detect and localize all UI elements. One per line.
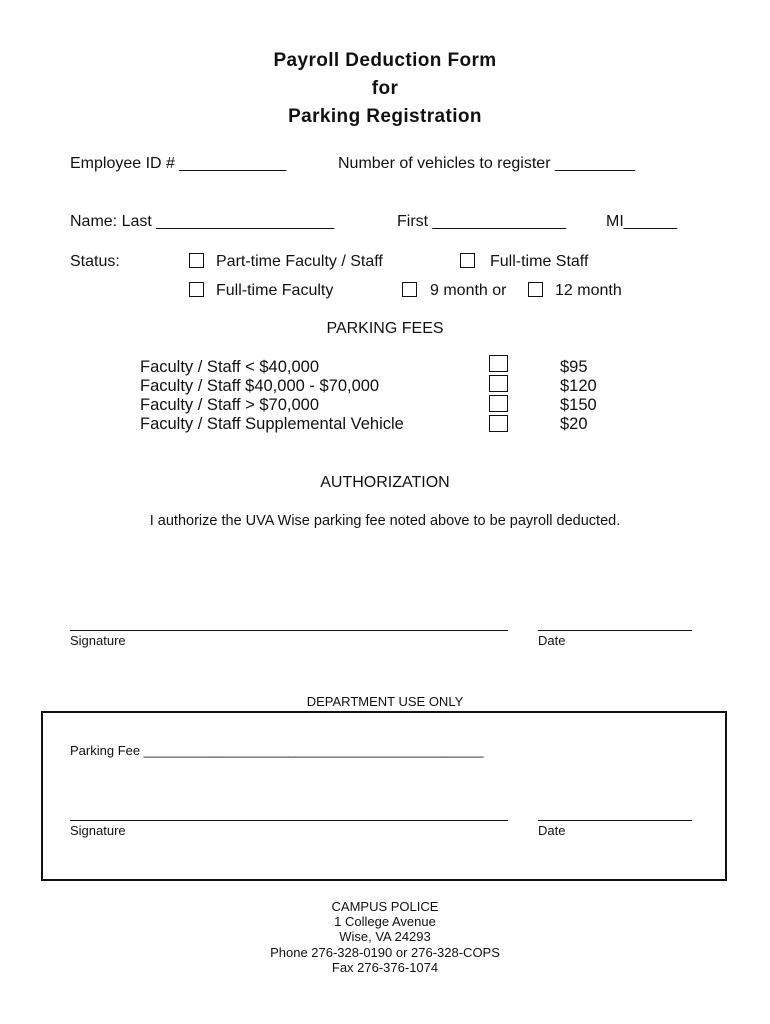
nine-month-label: 9 month or: [430, 282, 507, 299]
form-title: Payroll Deduction Form: [273, 50, 497, 71]
fee-row-label: Faculty / Staff Supplemental Vehicle: [140, 415, 404, 433]
fee-checkbox[interactable]: [489, 415, 508, 432]
fee-row-price: $95: [560, 358, 588, 376]
vehicle-count-field[interactable]: Number of vehicles to register _________: [338, 155, 636, 172]
part-time-checkbox[interactable]: [189, 253, 204, 268]
status-label: Status:: [70, 253, 120, 270]
fee-row-price: $20: [560, 415, 588, 433]
fee-checkbox[interactable]: [489, 395, 508, 412]
twelve-month-label: 12 month: [555, 282, 622, 299]
authorization-heading: AUTHORIZATION: [320, 474, 450, 491]
dept-signature-label: Signature: [70, 823, 126, 838]
signature-line[interactable]: [70, 630, 508, 631]
date-line[interactable]: [538, 630, 692, 631]
footer-address: 1 College Avenue: [334, 914, 436, 929]
department-use-heading: DEPARTMENT USE ONLY: [306, 694, 464, 709]
date-label: Date: [538, 633, 566, 648]
footer-city: Wise, VA 24293: [339, 929, 431, 944]
footer-fax: Fax 276-376-1074: [331, 960, 439, 975]
signature-label: Signature: [70, 633, 126, 648]
form-subtitle: Parking Registration: [288, 106, 482, 127]
full-time-staff-checkbox[interactable]: [460, 253, 475, 268]
first-name-field[interactable]: First _______________: [397, 213, 567, 230]
full-time-faculty-label: Full-time Faculty: [216, 282, 334, 299]
full-time-staff-label: Full-time Staff: [490, 253, 589, 270]
dept-date-label: Date: [538, 823, 566, 838]
middle-initial-field[interactable]: MI______: [606, 213, 678, 230]
fee-checkbox[interactable]: [489, 355, 508, 372]
nine-month-checkbox[interactable]: [402, 282, 417, 297]
parking-fee-field[interactable]: Parking Fee _______________________________________________: [70, 743, 484, 758]
fee-row-price: $150: [560, 396, 597, 414]
footer-phone: Phone 276-328-0190 or 276-328-COPS: [270, 945, 500, 960]
form-title-for: for: [371, 78, 399, 99]
fee-checkbox[interactable]: [489, 375, 508, 392]
employee-id-field[interactable]: Employee ID # ____________: [70, 155, 287, 172]
authorization-text: I authorize the UVA Wise parking fee noted above to be payroll deducted.: [149, 513, 621, 529]
last-name-field[interactable]: Name: Last ____________________: [70, 213, 335, 230]
part-time-label: Part-time Faculty / Staff: [216, 253, 383, 270]
fee-row-label: Faculty / Staff > $70,000: [140, 396, 320, 414]
full-time-faculty-checkbox[interactable]: [189, 282, 204, 297]
fee-row-label: Faculty / Staff < $40,000: [140, 358, 320, 376]
dept-date-line[interactable]: [538, 820, 692, 821]
department-use-box: [41, 711, 727, 881]
parking-fees-heading: PARKING FEES: [326, 320, 444, 337]
twelve-month-checkbox[interactable]: [528, 282, 543, 297]
dept-signature-line[interactable]: [70, 820, 508, 821]
fee-row-price: $120: [560, 377, 597, 395]
footer-org: CAMPUS POLICE: [331, 899, 439, 914]
fee-row-label: Faculty / Staff $40,000 - $70,000: [140, 377, 380, 395]
